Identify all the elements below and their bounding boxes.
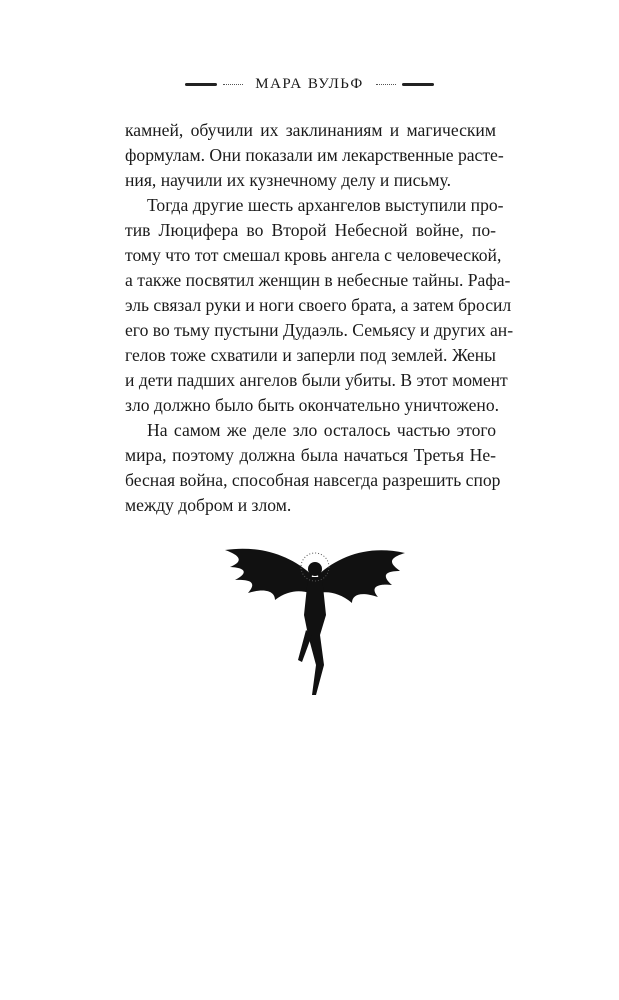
text-line: мира, поэтому должна была начаться Третья Не- [125,445,496,465]
text-line: и дети падших ангелов были убиты. В этот момент [125,370,508,390]
text-line: гелов тоже схватили и заперли под землей. Жены [125,345,496,365]
running-header [0,76,619,93]
text-line: между добром и злом. [125,495,292,515]
text-line: На самом же деле зло осталось частью этого [147,420,496,440]
text-line: тив Люцифера во Второй Небесной войне, по- [125,220,496,240]
text-line: его во тьму пустыни Дудаэль. Семьясу и других ан- [125,320,514,340]
author-name: МАРА ВУЛЬФ [255,76,364,92]
angel-illustration-icon [220,535,410,705]
left-ornament-icon [185,83,243,86]
text-line: ния, научили их кузнечному делу и письму. [125,170,451,190]
text-line: формулам. Они показали им лекарственные расте- [125,145,504,165]
text-line: бесная война, способная навсегда разрешить спор [125,470,501,490]
text-line: камней, обучили их заклинаниям и магическим [125,120,496,140]
text-line: Тогда другие шесть архангелов выступили про- [147,195,504,215]
text-line: зло должно было быть окончательно уничтожено. [125,395,500,415]
body-text [125,118,514,518]
text-line: эль связал руки и ноги своего брата, а затем бросил [125,295,512,315]
text-line: а также посвятил женщин в небесные тайны. Рафа- [125,270,511,290]
right-ornament-icon [376,83,434,86]
text-line: тому что тот смешал кровь ангела с человеческой, [125,245,502,265]
